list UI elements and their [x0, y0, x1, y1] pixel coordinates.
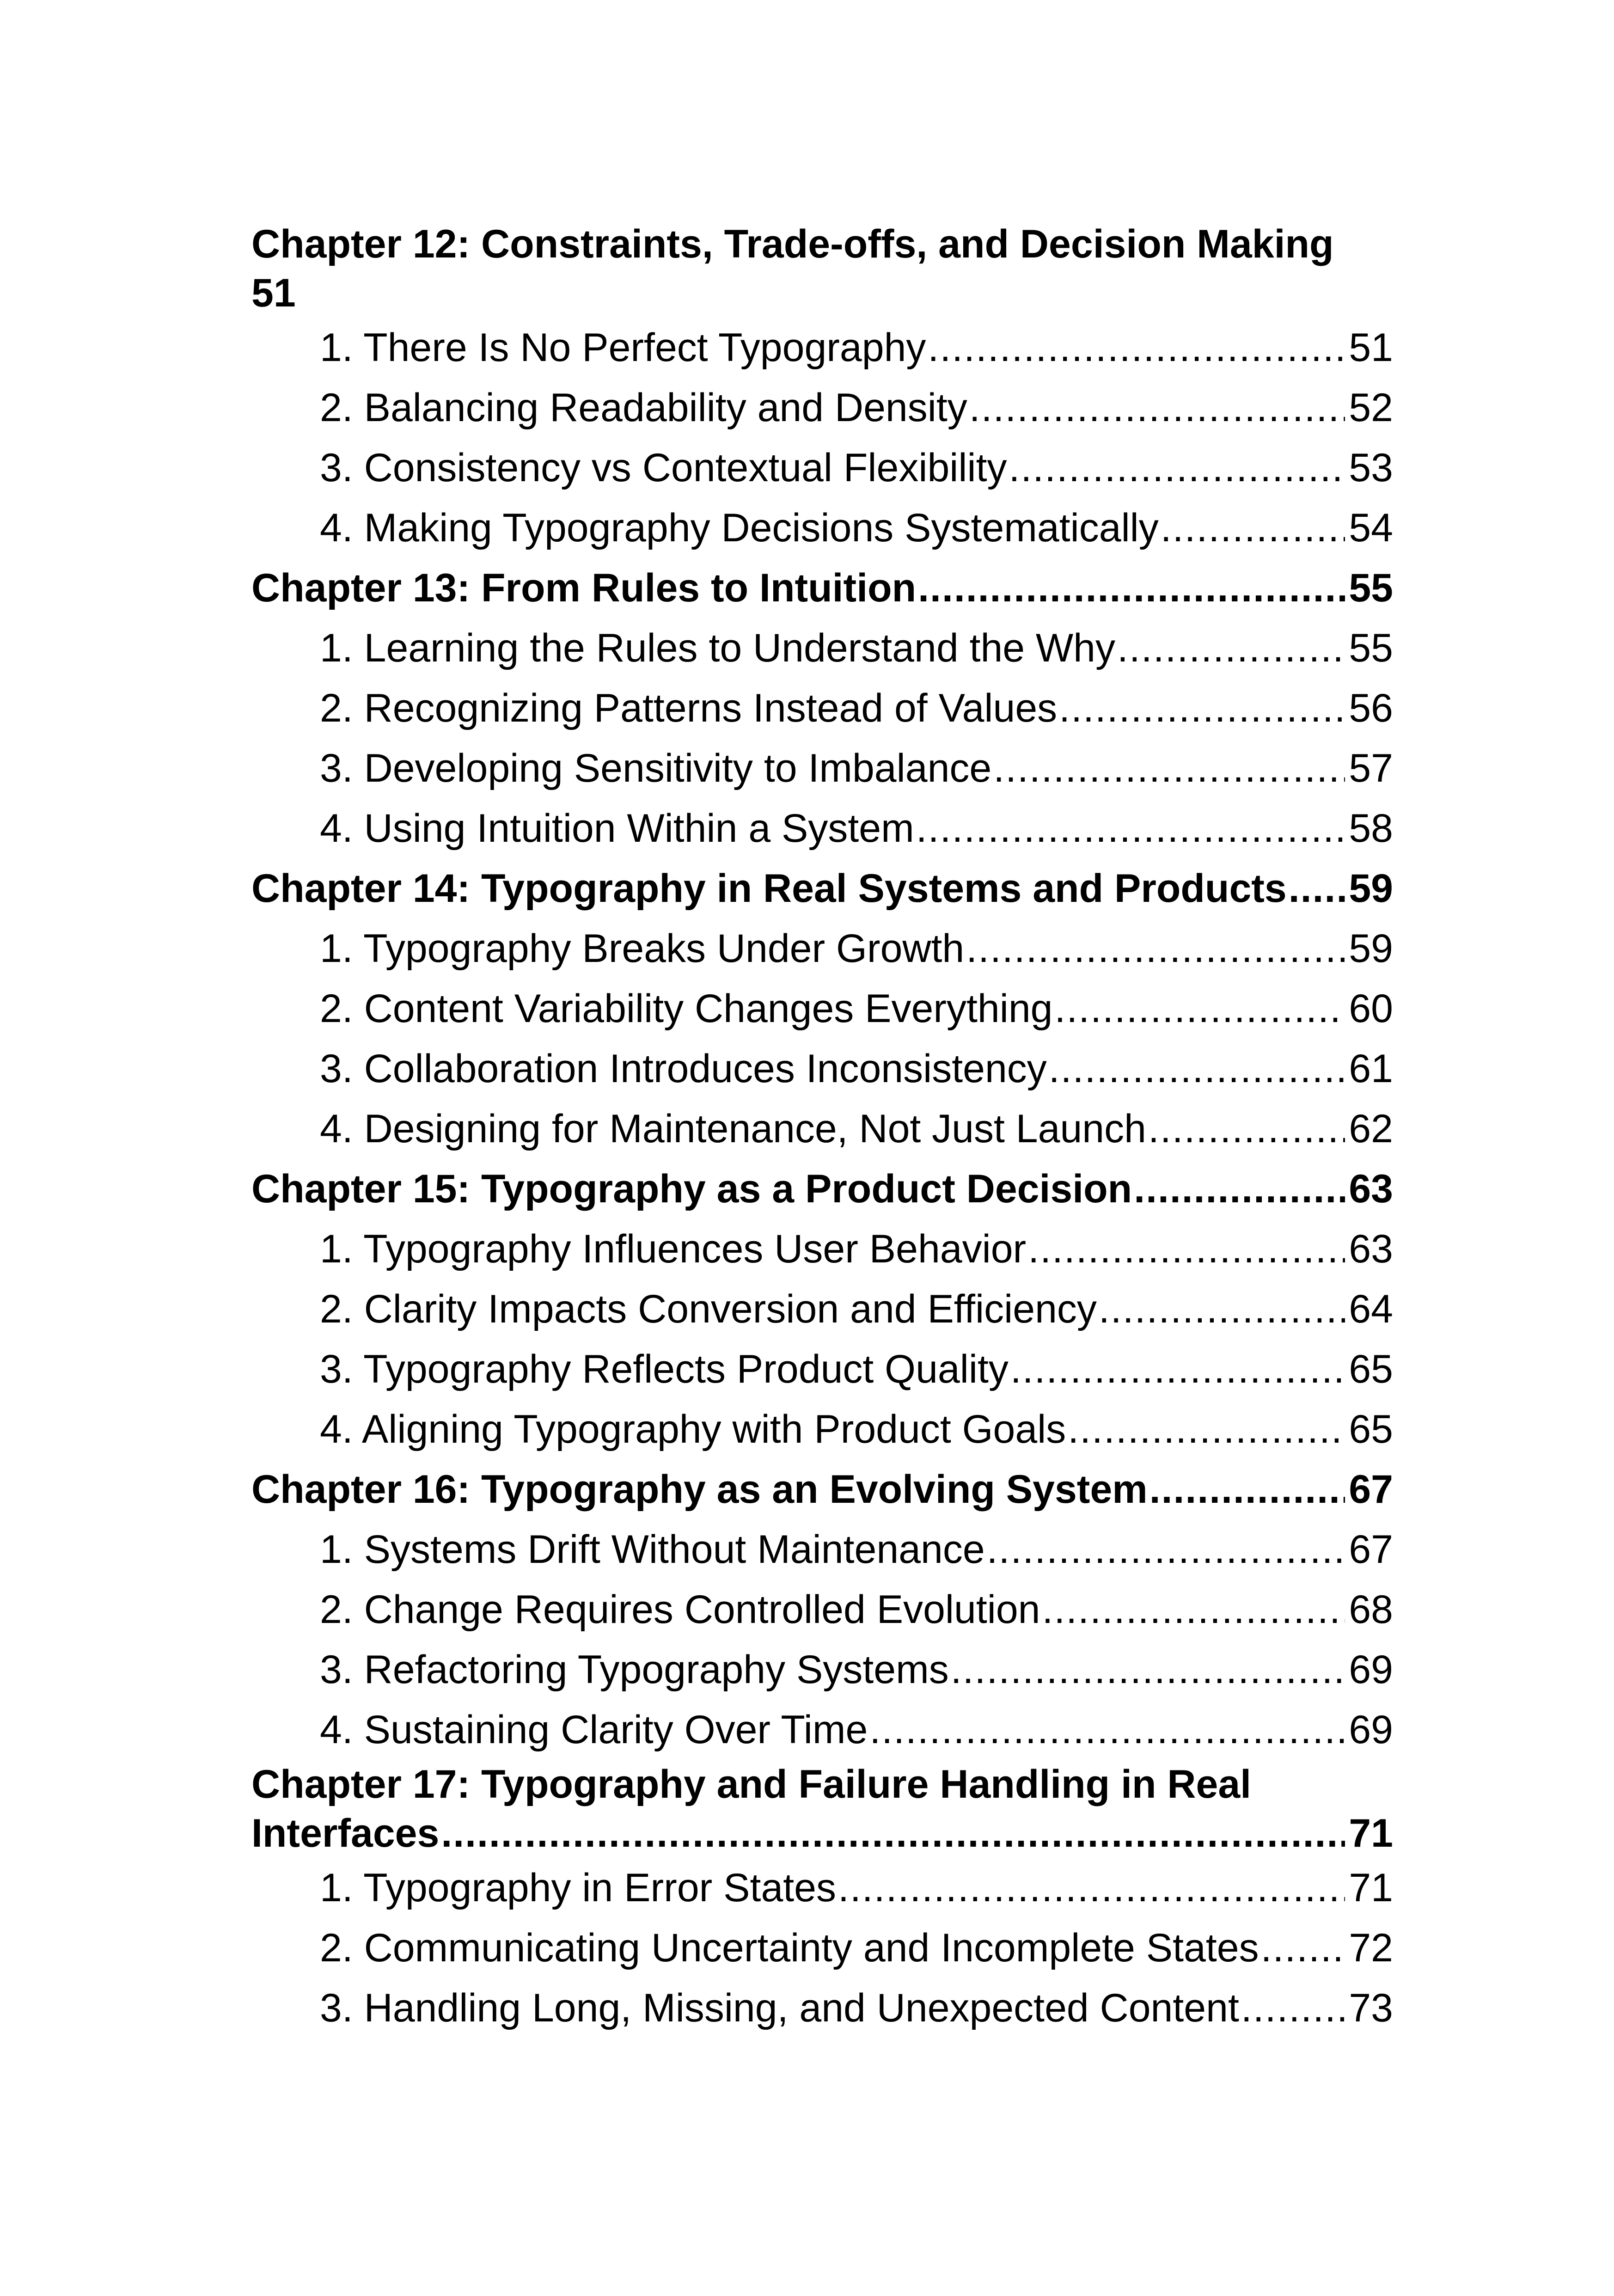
dot-leader [916, 798, 1345, 858]
dot-leader [1241, 1978, 1345, 2038]
toc-section-entry[interactable] [251, 1580, 1393, 1640]
dot-leader [1134, 1159, 1345, 1219]
dot-leader [1289, 858, 1345, 918]
dot-leader [951, 1640, 1345, 1700]
dot-leader [1049, 1039, 1345, 1099]
dot-leader [1028, 1219, 1345, 1279]
toc-page-number: 73 [1349, 1986, 1393, 2030]
toc-section-title: 1. Learning the Rules to Understand the Why [320, 626, 1116, 670]
toc-page-number: 54 [1349, 506, 1393, 550]
toc-page-number: 59 [1349, 866, 1393, 911]
toc-section-title: 3. Developing Sensitivity to Imbalance [320, 746, 992, 790]
toc-section-entry[interactable] [251, 438, 1393, 498]
toc-page-number: 63 [1349, 1167, 1393, 1211]
dot-leader [1148, 1099, 1345, 1159]
toc-chapter-entry[interactable] [251, 1459, 1393, 1519]
toc-page-number: 64 [1349, 1287, 1393, 1331]
dot-leader [1261, 1918, 1345, 1978]
dot-leader [869, 1700, 1345, 1760]
toc-section-title: 4. Aligning Typography with Product Goals [320, 1407, 1066, 1451]
table-of-contents [251, 220, 1393, 2038]
toc-section-title: 3. Typography Reflects Product Quality [320, 1347, 1009, 1391]
toc-chapter-entry[interactable] [251, 858, 1393, 918]
dot-leader [441, 1809, 1345, 1858]
toc-section-entry[interactable] [251, 918, 1393, 979]
toc-section-title: 3. Refactoring Typography Systems [320, 1647, 949, 1692]
toc-section-title: 3. Consistency vs Contextual Flexibility [320, 446, 1007, 490]
toc-section-title: 2. Recognizing Patterns Instead of Values [320, 686, 1058, 730]
toc-page-number: 51 [1349, 325, 1393, 370]
toc-section-title: 2. Balancing Readability and Density [320, 386, 967, 430]
dot-leader [1055, 979, 1345, 1039]
toc-page-number: 69 [1349, 1647, 1393, 1692]
toc-section-entry[interactable] [251, 1640, 1393, 1700]
dot-leader [993, 738, 1345, 798]
toc-section-entry[interactable] [251, 378, 1393, 438]
toc-chapter-title-continued: Interfaces [251, 1811, 440, 1855]
toc-section-entry[interactable] [251, 1519, 1393, 1580]
toc-section-title: 4. Making Typography Decisions Systematically [320, 506, 1159, 550]
toc-section-title: 3. Handling Long, Missing, and Unexpected Content [320, 1986, 1239, 2030]
toc-section-entry[interactable] [251, 1918, 1393, 1978]
dot-leader [1161, 498, 1345, 558]
toc-section-title: 1. Typography in Error States [320, 1866, 836, 1910]
dot-leader [838, 1858, 1345, 1918]
toc-section-entry[interactable] [251, 678, 1393, 738]
toc-page-number: 57 [1349, 746, 1393, 790]
toc-section-entry[interactable] [251, 1399, 1393, 1459]
toc-section-title: 4. Designing for Maintenance, Not Just Launch [320, 1107, 1146, 1151]
dot-leader [1009, 438, 1345, 498]
toc-chapter-entry[interactable] [251, 220, 1393, 318]
toc-section-title: 2. Change Requires Controlled Evolution [320, 1587, 1040, 1632]
toc-page-number: 63 [1349, 1227, 1393, 1271]
toc-chapter-title: Chapter 14: Typography in Real Systems and Products [251, 866, 1287, 911]
toc-page-number: 67 [1349, 1467, 1393, 1512]
toc-section-title: 1. Systems Drift Without Maintenance [320, 1527, 985, 1572]
toc-section-entry[interactable] [251, 318, 1393, 378]
toc-section-title: 3. Collaboration Introduces Inconsistency [320, 1047, 1047, 1091]
toc-section-entry[interactable] [251, 618, 1393, 678]
dot-leader [1117, 618, 1345, 678]
toc-page-number: 68 [1349, 1587, 1393, 1632]
toc-section-entry[interactable] [251, 1039, 1393, 1099]
dot-leader [918, 558, 1345, 618]
toc-section-entry[interactable] [251, 1279, 1393, 1339]
toc-page-number: 59 [1349, 926, 1393, 971]
toc-page-number: 65 [1349, 1407, 1393, 1451]
toc-section-entry[interactable] [251, 1219, 1393, 1279]
toc-page-number: 56 [1349, 686, 1393, 730]
toc-chapter-title: Chapter 16: Typography as an Evolving System [251, 1467, 1148, 1512]
toc-chapter-title: Chapter 15: Typography as a Product Decision [251, 1167, 1132, 1211]
toc-section-entry[interactable] [251, 498, 1393, 558]
toc-section-title: 2. Communicating Uncertainty and Incomplete States [320, 1926, 1259, 1970]
dot-leader [987, 1519, 1345, 1580]
toc-section-entry[interactable] [251, 738, 1393, 798]
toc-section-title: 2. Clarity Impacts Conversion and Efficiency [320, 1287, 1097, 1331]
toc-chapter-entry[interactable] [251, 558, 1393, 618]
dot-leader [1010, 1339, 1345, 1399]
toc-section-entry[interactable] [251, 1858, 1393, 1918]
toc-section-title: 1. There Is No Perfect Typography [320, 325, 926, 370]
toc-chapter-title-continued: 51 [251, 271, 296, 315]
toc-page-number: 52 [1349, 386, 1393, 430]
dot-leader [969, 378, 1345, 438]
toc-chapter-entry[interactable] [251, 1159, 1393, 1219]
toc-page-number: 55 [1349, 566, 1393, 610]
toc-section-entry[interactable] [251, 1339, 1393, 1399]
toc-chapter-title: Chapter 12: Constraints, Trade-offs, and Decision Making [251, 222, 1334, 266]
toc-page-number: 71 [1349, 1811, 1393, 1855]
toc-chapter-title: Chapter 13: From Rules to Intuition [251, 566, 917, 610]
dot-leader [1042, 1580, 1345, 1640]
toc-page-number: 55 [1349, 626, 1393, 670]
toc-section-title: 4. Using Intuition Within a System [320, 806, 914, 851]
dot-leader [1149, 1459, 1345, 1519]
dot-leader [1059, 678, 1345, 738]
toc-page-number: 61 [1349, 1047, 1393, 1091]
dot-leader [1099, 1279, 1345, 1339]
toc-page-number: 71 [1349, 1866, 1393, 1910]
toc-page-number: 67 [1349, 1527, 1393, 1572]
dot-leader [928, 318, 1345, 378]
toc-section-title: 4. Sustaining Clarity Over Time [320, 1708, 868, 1752]
dot-leader [1068, 1399, 1345, 1459]
toc-page-number: 60 [1349, 986, 1393, 1031]
toc-section-entry[interactable] [251, 1099, 1393, 1159]
toc-section-title: 1. Typography Breaks Under Growth [320, 926, 965, 971]
toc-section-title: 2. Content Variability Changes Everything [320, 986, 1053, 1031]
toc-chapter-title: Chapter 17: Typography and Failure Handling in Real [251, 1762, 1252, 1806]
toc-section-entry[interactable] [251, 798, 1393, 858]
dot-leader [966, 918, 1345, 979]
toc-page-number: 53 [1349, 446, 1393, 490]
toc-page-number: 69 [1349, 1708, 1393, 1752]
toc-section-title: 1. Typography Influences User Behavior [320, 1227, 1027, 1271]
toc-section-entry[interactable] [251, 1700, 1393, 1760]
toc-page-number: 62 [1349, 1107, 1393, 1151]
toc-section-entry[interactable] [251, 1978, 1393, 2038]
toc-page-number: 72 [1349, 1926, 1393, 1970]
toc-section-entry[interactable] [251, 979, 1393, 1039]
toc-page-number: 58 [1349, 806, 1393, 851]
toc-page-number: 65 [1349, 1347, 1393, 1391]
toc-chapter-entry[interactable] [251, 1760, 1393, 1858]
